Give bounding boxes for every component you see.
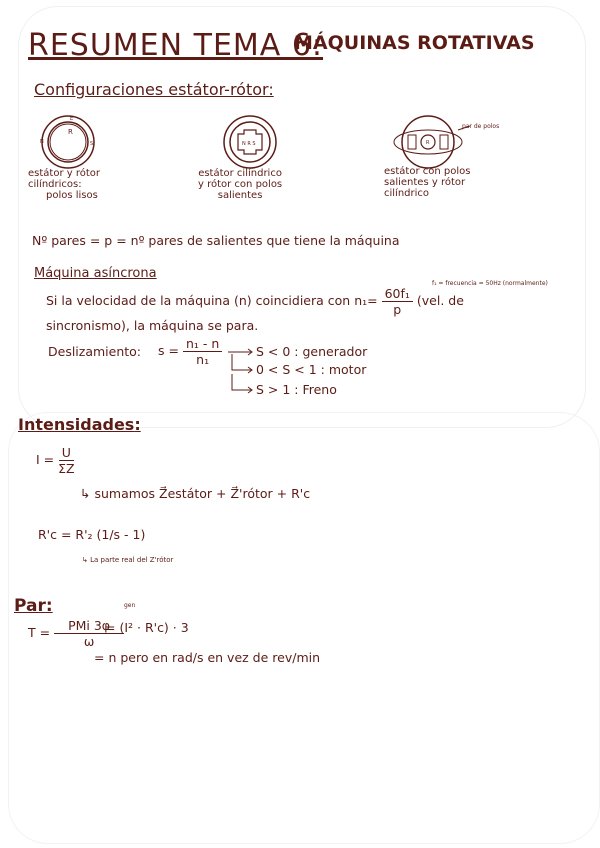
current-fraction: [58, 445, 74, 476]
async-text: Si la velocidad de la máquina (n) coincidiera con: [46, 293, 351, 308]
heading-text: Intensidades: [18, 415, 135, 434]
caption-line: salientes: [217, 190, 263, 201]
slip-arrows: [226, 348, 256, 396]
n1-denominator: p: [393, 302, 402, 317]
diagram-3-caption: [384, 166, 470, 199]
impedance-sum: ↳ sumamos Z⃗estátor + Z⃗'rótor + R'c: [80, 486, 311, 501]
svg-text:R: R: [426, 140, 430, 146]
slip-case-generator: S < 0 : generador: [256, 344, 368, 359]
svg-text:S: S: [90, 141, 94, 147]
svg-text:R: R: [68, 128, 73, 136]
pole-pair-annotation: par de polos: [462, 123, 500, 130]
current-numerator: U: [59, 445, 74, 461]
slip-fraction: [183, 336, 222, 367]
caption-line: estátor y rótor: [28, 168, 100, 179]
n1-after: (vel. de: [416, 293, 464, 308]
slip-label: Deslizamiento:: [48, 344, 142, 359]
svg-text:N R S: N R S: [242, 141, 256, 147]
heading-text: Par: [14, 596, 46, 616]
async-line-1: [46, 286, 464, 317]
rc-note: ↳ La parte real del Z'rótor: [82, 556, 174, 564]
slip-case-motor: 0 < S < 1 : motor: [256, 362, 367, 377]
heading-colon: :: [45, 596, 53, 616]
n1-numerator: 60f₁: [382, 286, 413, 302]
caption-line: cilíndricos:: [28, 179, 82, 190]
slip-denominator: n₁: [196, 352, 210, 367]
svg-text:E: E: [70, 116, 74, 122]
rc-formula: R'c = R'₂ (1/s - 1): [38, 527, 146, 542]
heading-colon: :: [134, 415, 141, 434]
intensities-heading: [18, 415, 141, 434]
torque-equation: = (I² · R'c) · 3: [105, 620, 189, 635]
current-lhs: I =: [36, 452, 55, 467]
diagram-salient-rotor: [220, 112, 280, 172]
caption-line: cilíndrico: [384, 188, 430, 199]
rc-note-text: La parte real del Z'rótor: [90, 556, 174, 564]
frequency-note: f₁ = frecuencia = 50Hz (normalmente): [432, 280, 548, 287]
diagram-1-caption: [28, 168, 100, 201]
diagram-salient-stator: [392, 110, 472, 174]
diagram-2-caption: [198, 168, 282, 201]
caption-line: estátor cilíndrico: [198, 168, 282, 179]
caption-line: polos lisos: [46, 190, 98, 201]
caption-line: estátor con polos: [384, 166, 471, 177]
impedance-sum-text: sumamos Z⃗estátor + Z⃗'rótor + R'c: [94, 486, 311, 501]
slip-numerator: n₁ - n: [183, 336, 222, 352]
torque-lhs: T =: [28, 625, 51, 640]
gen-note: gen: [124, 602, 136, 609]
caption-line: y rótor con polos: [198, 179, 283, 190]
slip-formula: [158, 336, 222, 367]
current-formula: [36, 445, 75, 476]
torque-heading: [14, 596, 53, 616]
current-denominator: ΣZ: [58, 461, 75, 476]
slip-case-brake: S > 1 : Freno: [256, 382, 337, 397]
svg-text:N: N: [40, 139, 44, 145]
async-heading: Máquina asíncrona: [34, 266, 157, 281]
page-subtitle: MÁQUINAS ROTATIVAS: [294, 32, 535, 54]
torque-denominator: ω: [83, 634, 95, 649]
async-line-2: sincronismo), la máquina se para.: [46, 318, 259, 333]
caption-line: salientes y rótor: [384, 177, 466, 188]
config-heading: Configuraciones estátor-rótor:: [34, 80, 274, 99]
n1-label: n₁=: [354, 293, 378, 308]
diagram-smooth-poles: [38, 112, 98, 172]
pole-pairs-definition: Nº pares = p = nº pares de salientes que tiene la máquina: [32, 233, 400, 248]
n1-fraction: [382, 286, 413, 317]
torque-numerator: PMi 3φ: [54, 618, 124, 634]
slip-lhs: s =: [158, 343, 179, 358]
page-title: RESUMEN TEMA 6:: [28, 28, 324, 63]
omega-note: = n pero en rad/s en vez de rev/min: [94, 650, 321, 665]
